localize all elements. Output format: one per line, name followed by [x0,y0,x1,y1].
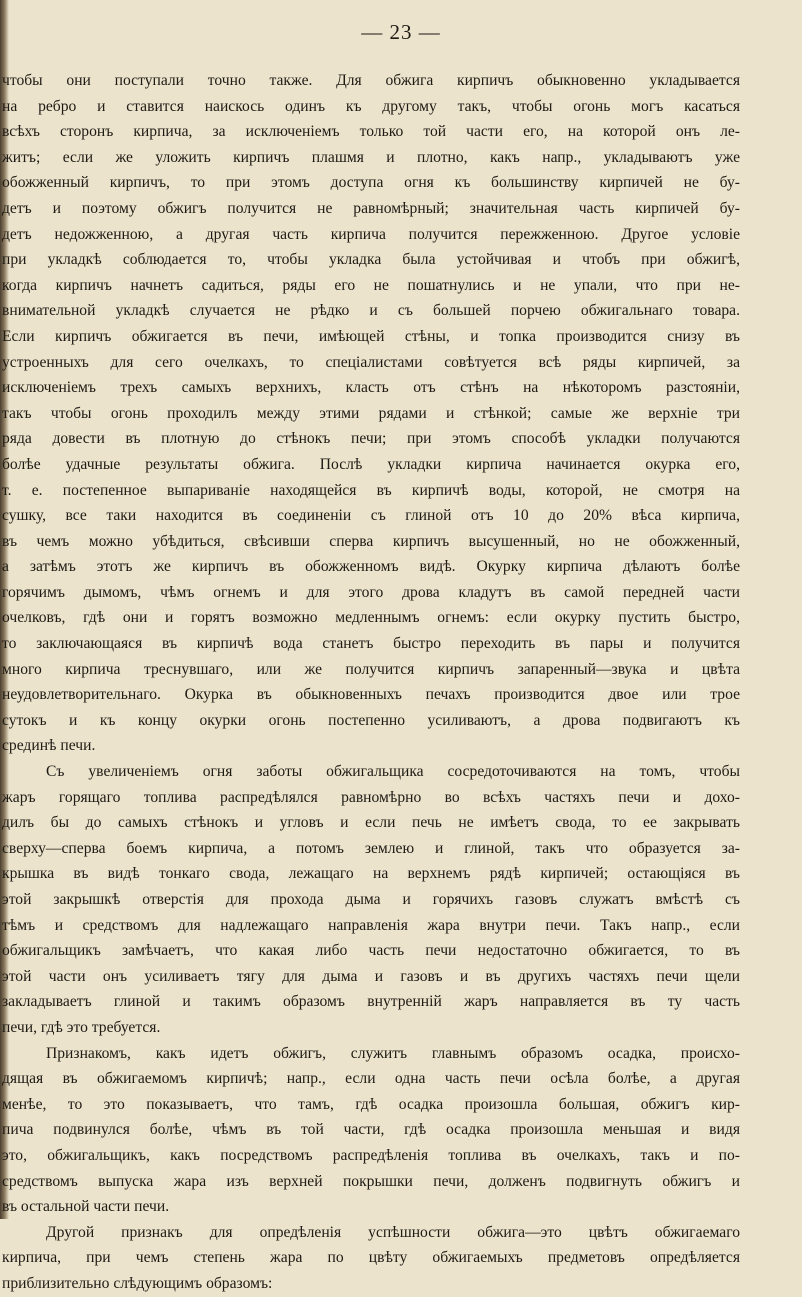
text-line: житъ; если же уложить кирпичъ плашмя и плотно, какъ напр., укладываютъ уже [2,148,740,166]
text-line: этой закрышкѣ отверстія для прохода дыма и горячихъ газовъ служатъ вмѣстѣ съ [2,891,740,908]
text-line: обожженный кирпичъ, то при этомъ доступа огня къ большинству кирпичей не бу- [2,174,740,192]
text-line: на ребро и ставится наискось одинъ къ другому такъ, чтобы огонь могъ касаться [2,97,740,115]
page-number: — 23 — [361,20,441,44]
text-line: менѣе, то это показываетъ, что тамъ, гдѣ осадка произошла большая, обжигъ кир- [2,1095,740,1113]
text-line: это, обжигальщикъ, какъ посредствомъ распредѣленія топлива въ очелкахъ, такъ и по- [2,1146,740,1164]
text-line: когда кирпичъ начнетъ садиться, ряды его не пошатнулись и не упали, что при не- [2,276,740,294]
text-line: Съ увеличеніемъ огня заботы обжигальщика сосредоточиваются на томъ, чтобы [46,763,740,781]
text-line: т. е. постепенное выпариваніе находящейся въ кирпичѣ воды, которой, не смотря на [2,481,740,499]
text-line: детъ недожженною, а другая часть кирпича получится пережженною. Другое условіе [2,225,740,243]
text-line: пича подвинулся болѣе, чѣмъ въ той части, гдѣ осадка произошла меньшая и видя [2,1121,740,1139]
text-line: закладываетъ глиной и такимъ образомъ внутренній жаръ направляется въ ту часть [2,993,740,1011]
text-line: кирпича, при чемъ степень жара по цвѣту обжигаемыхъ предметовъ опредѣляется [2,1249,740,1267]
text-line: то заключающаяся въ кирпичѣ вода станетъ быстро переходить въ пары и получится [2,635,740,653]
text-line: ряда довести въ плотную до стѣнокъ печи; при этомъ способѣ укладки получаются [2,430,740,448]
text-line: неудовлетворительнаго. Окурка въ обыкновенныхъ печахъ производится двое или трое [2,686,740,704]
text-line: исключеніемъ трехъ самыхъ верхнихъ, класть отъ стѣнъ на нѣкоторомъ разстояніи, [2,379,740,397]
text-line: жаръ горящаго топлива распредѣлялся равномѣрно во всѣхъ частяхъ печи и дохо- [2,788,740,806]
text-line: детъ и поэтому обжигъ получится не равномѣрный; значительная часть кирпичей бу- [2,199,740,217]
text-line: тѣмъ и средствомъ для надлежащаго направленія жара внутри печи. Такъ напр., если [2,916,740,934]
text-line: въ остальной части печи. [2,1198,170,1216]
text-line: при укладкѣ соблюдается то, чтобы укладка была устойчивая и чтобъ при обжигѣ, [2,251,740,269]
text-line: средствомъ выпуска жара изъ верхней покрышки печи, долженъ подвигнуть обжигъ и [2,1172,740,1190]
text-line: печи, гдѣ это требуется. [2,1018,161,1036]
text-line: обжигальщикъ замѣчаетъ, что какая либо часть печи недостаточно обжигается, то въ [2,942,740,960]
text-line: дящая въ обжигаемомъ кирпичѣ; напр., если одна часть печи осѣла болѣе, а другая [2,1070,740,1088]
text-line: внимательной укладкѣ случается не рѣдко и съ большей порчею обжигальнаго товара. [2,302,740,320]
text-line: дилъ бы до самыхъ стѣнокъ и угловъ и если печь не имѣетъ свода, то ее закрывать [2,814,740,832]
text-line: срединѣ печи. [2,737,96,755]
text-line: Другой признакъ для опредѣленія успѣшности обжига—это цвѣтъ обжигаемаго [46,1223,740,1241]
text-line: устроенныхъ для сего очелкахъ, то спеціалистами совѣтуется всѣ ряды кирпичей, за [2,353,740,371]
text-line: сутокъ и къ концу окурки огонь постепенно усиливаютъ, а дрова подвигаютъ къ [2,711,740,729]
text-line: много кирпича треснувшаго, или же получится кирпичъ запаренный—звука и цвѣта [2,660,740,678]
text-line: этой части онъ усиливаетъ тягу для дыма и газовъ и въ другихъ частяхъ печи щели [2,967,740,985]
text-line: сушку, все таки находится въ соединеніи съ глиной отъ 10 до 20% вѣса кирпича, [2,507,740,525]
text-line: всѣхъ сторонъ кирпича, за исключеніемъ только той части его, на которой онъ ле- [2,123,740,141]
text-line: чтобы они поступали точно также. Для обжига кирпичъ обыкновенно укладывается [2,72,740,89]
text-line: а затѣмъ этотъ же кирпичъ въ обожженномъ видѣ. Окурку кирпича дѣлаютъ болѣе [2,558,740,576]
text-line: горячимъ дымомъ, чѣмъ огнемъ и для этого дрова кладутъ въ самой передней части [2,583,740,601]
text-line: въ чемъ можно убѣдиться, свѣсивши сперва кирпичъ высушенный, но не обожженный, [2,532,740,550]
text-line: Если кирпичъ обжигается въ печи, имѣющей стѣны, и топка производится снизу въ [2,327,740,345]
text-line: сверху—сперва боемъ кирпича, а потомъ землею и глиной, такъ что образуется за- [2,839,740,857]
body-text [2,68,740,1297]
text-line: приблизительно слѣдующимъ образомъ: [2,1274,273,1292]
text-line: крышка въ видѣ тонкаго свода, лежащаго на верхнемъ рядѣ кирпичей; остающіяся въ [2,865,740,883]
text-line: болѣе удачные результаты обжига. Послѣ укладки кирпича начинается окурка его, [2,455,740,473]
text-line: такъ чтобы огонь проходилъ между этими рядами и стѣнкой; самые же верхніе три [2,404,740,422]
text-line: очелковъ, гдѣ они и горятъ возможно медленнымъ огнемъ: если окурку пустить быстро, [2,609,740,627]
text-line: Признакомъ, какъ идетъ обжигъ, служитъ главнымъ образомъ осадка, происхо- [46,1044,740,1062]
